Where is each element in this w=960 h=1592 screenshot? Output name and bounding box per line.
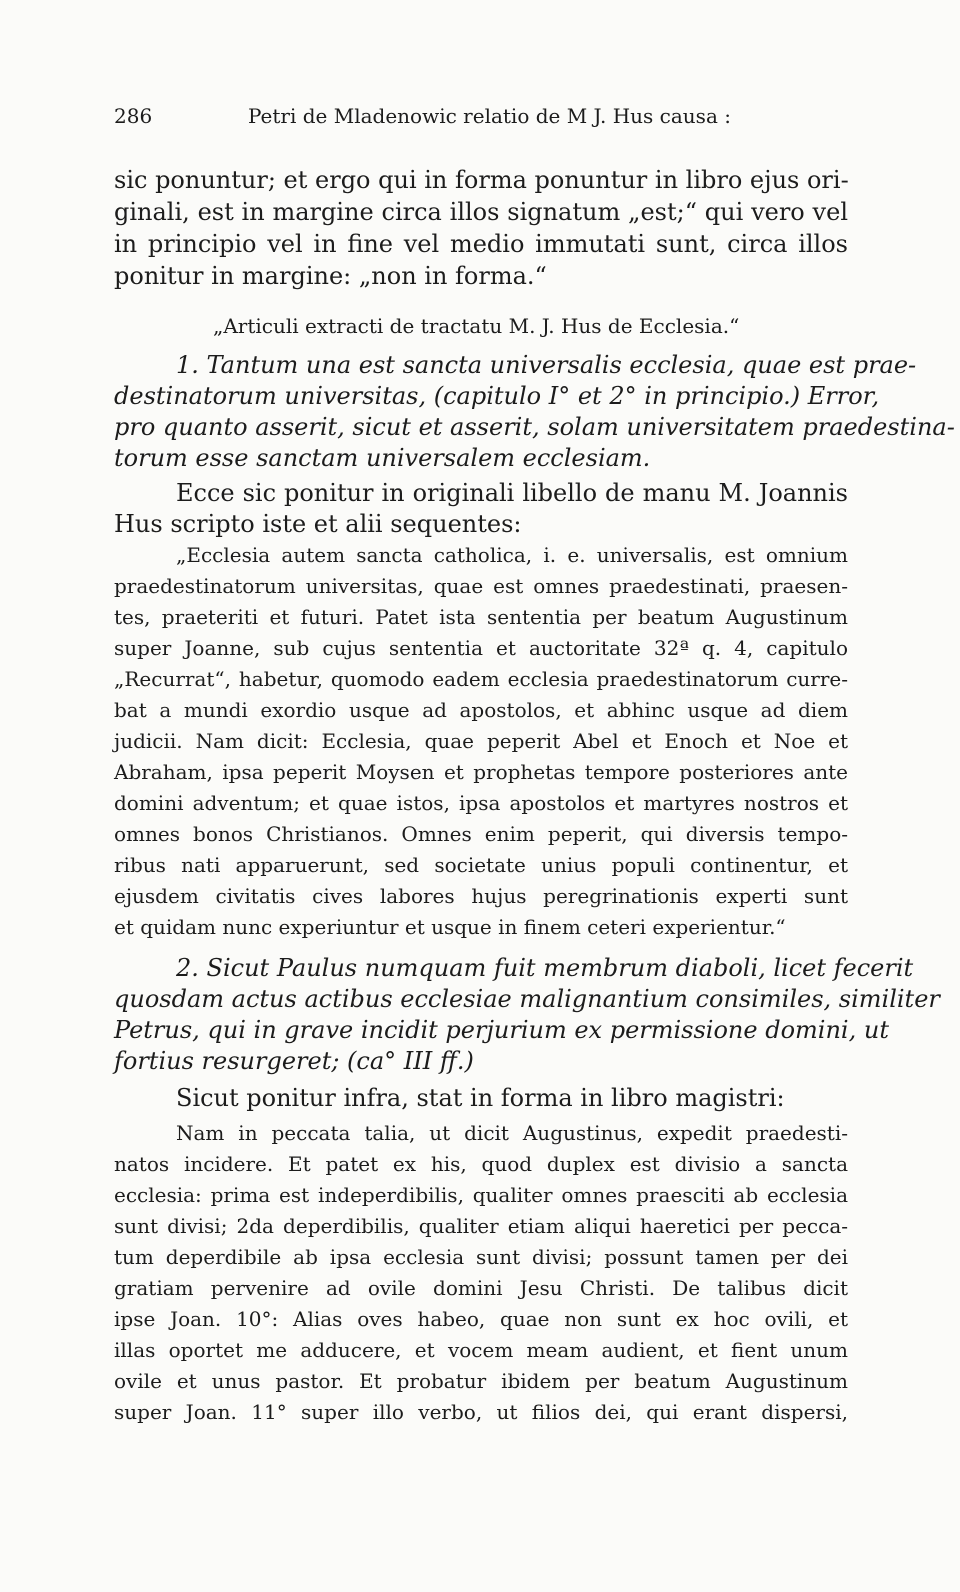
text-line: in principio vel in fine vel medio immutati sunt, circa illos — [114, 230, 848, 258]
text-line: Abraham, ipsa peperit Moysen et prophetas tempore posteriores ante — [114, 760, 848, 784]
text-line: fortius resurgeret; (ca° III ff.) — [114, 1047, 474, 1075]
text-line: natos incidere. Et patet ex his, quod duplex est divisio a sancta — [114, 1152, 848, 1176]
text-line: Nam in peccata talia, ut dicit Augustinus, expedit praedesti- — [176, 1121, 848, 1145]
text-line: ovile et unus pastor. Et probatur ibidem per beatum Augustinum — [114, 1369, 848, 1393]
text-line: „Recurrat“, habetur, quomodo eadem ecclesia praedestinatorum curre- — [114, 667, 848, 691]
running-title: Petri de Mladenowic relatio de M J. Hus causa : — [248, 104, 731, 128]
text-line: torum esse sanctam universalem ecclesiam. — [114, 444, 651, 472]
text-line: et quidam nunc experiuntur et usque in finem ceteri experientur.“ — [114, 915, 786, 939]
text-line: Ecce sic ponitur in originali libello de manu M. Joannis — [176, 479, 848, 507]
section-title: „Articuli extracti de tractatu M. J. Hus de Ecclesia.“ — [213, 314, 740, 338]
text-line: quosdam actus actibus ecclesiae malignantium consimiles, similiter — [114, 985, 940, 1013]
page-header — [114, 104, 854, 130]
text-line: omnes bonos Christianos. Omnes enim peperit, qui diversis tempo- — [114, 822, 848, 846]
text-line: gratiam pervenire ad ovile domini Jesu Christi. De talibus dicit — [114, 1276, 848, 1300]
text-line: bat a mundi exordio usque ad apostolos, et abhinc usque ad diem — [114, 698, 848, 722]
text-line: super Joan. 11° super illo verbo, ut filios dei, qui erant dispersi, — [114, 1400, 848, 1424]
text-line: domini adventum; et quae istos, ipsa apostolos et martyres nostros et — [114, 791, 848, 815]
text-line: ponitur in margine: „non in forma.“ — [114, 262, 547, 290]
text-line: sunt divisi; 2da deperdibilis, qualiter etiam aliqui haeretici per pecca- — [114, 1214, 848, 1238]
text-line: 1. Tantum una est sancta universalis ecclesia, quae est prae- — [176, 351, 917, 379]
text-line: Petrus, qui in grave incidit perjurium ex permissione domini, ut — [114, 1016, 889, 1044]
text-line: tum deperdibile ab ipsa ecclesia sunt divisi; possunt tamen per dei — [114, 1245, 848, 1269]
text-line: illas oportet me adducere, et vocem meam audient, et fient unum — [114, 1338, 848, 1362]
text-line: 2. Sicut Paulus numquam fuit membrum diaboli, licet fecerit — [176, 954, 914, 982]
text-line: sic ponuntur; et ergo qui in forma ponuntur in libro ejus ori- — [114, 166, 849, 194]
text-line: ribus nati apparuerunt, sed societate unius populi continentur, et — [114, 853, 848, 877]
text-line: pro quanto asserit, sicut et asserit, solam universitatem praedestina- — [114, 413, 955, 441]
text-line: praedestinatorum universitas, quae est omnes praedestinati, praesen- — [114, 574, 848, 598]
text-line: super Joanne, sub cujus sententia et auctoritate 32ª q. 4, capitulo — [114, 636, 848, 660]
text-line: Sicut ponitur infra, stat in forma in libro magistri: — [176, 1084, 785, 1112]
text-line: ginali, est in margine circa illos signatum „est;“ qui vero vel — [114, 198, 848, 226]
text-line: tes, praeteriti et futuri. Patet ista sententia per beatum Augustinum — [114, 605, 848, 629]
text-line: destinatorum universitas, (capitulo I° et 2° in principio.) Error, — [114, 382, 880, 410]
text-line: ecclesia: prima est indeperdibilis, qualiter omnes praesciti ab ecclesia — [114, 1183, 848, 1207]
text-line: judicii. Nam dicit: Ecclesia, quae peperit Abel et Enoch et Noe et — [114, 729, 848, 753]
text-line: Hus scripto iste et alii sequentes: — [114, 510, 522, 538]
text-line: „Ecclesia autem sancta catholica, i. e. universalis, est omnium — [176, 543, 848, 567]
text-line: ipse Joan. 10°: Alias oves habeo, quae non sunt ex hoc ovili, et — [114, 1307, 848, 1331]
page-number: 286 — [114, 104, 153, 128]
text-line: ejusdem civitatis cives labores hujus peregrinationis experti sunt — [114, 884, 848, 908]
